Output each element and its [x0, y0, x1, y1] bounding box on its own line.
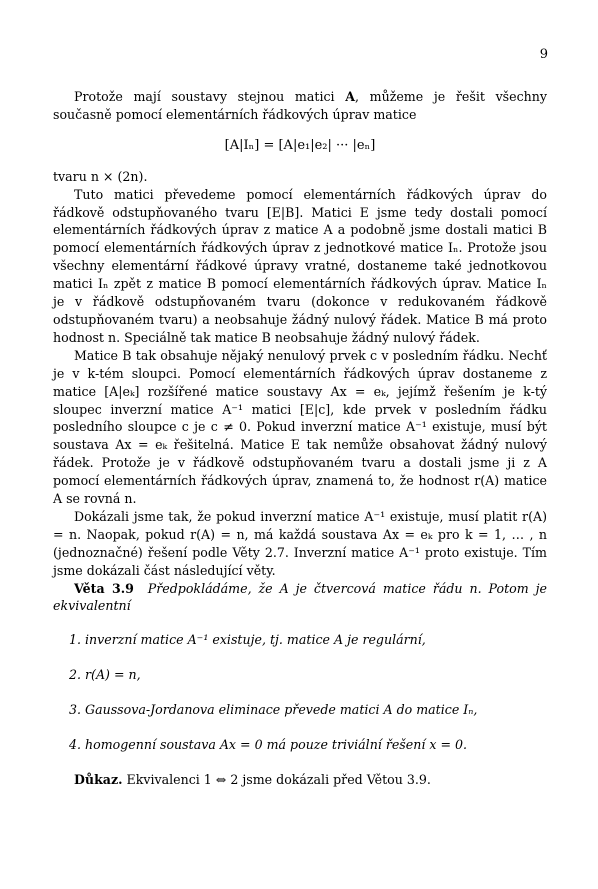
list-item-number: 3.	[69, 702, 82, 718]
tvaru-line: tvaru n × (2n).	[53, 168, 148, 184]
list-item	[69, 736, 547, 754]
list-item-text: Gaussova-Jordanova eliminace převede matici A do matice Iₙ,	[85, 702, 478, 718]
list-item-text: homogenní soustava Ax = 0 má pouze triviální řešení x = 0.	[85, 737, 468, 753]
theorem-list	[53, 631, 547, 754]
text-body	[53, 88, 547, 789]
matrix-symbol: A	[345, 89, 355, 104]
list-item	[69, 631, 547, 649]
proof	[53, 771, 547, 789]
paragraph-1-start: Protože mají soustavy stejnou matici	[74, 89, 346, 104]
theorem-label: Věta 3.9	[74, 580, 134, 596]
list-item-text: inverzní matice A⁻¹ existuje, tj. matice A je regulární,	[85, 632, 426, 648]
list-item-number: 1.	[69, 632, 82, 648]
list-item-number: 4.	[69, 737, 82, 753]
list-item-text: r(A) = n,	[85, 667, 141, 683]
paragraph-4: Dokázali jsme tak, že pokud inverzní matice A⁻¹ existuje, musí platit r(A) = n. Naopak, pokud r(A) = n, má každá soustava Ax = eₖ pro k = 1, … , n (jednoznačné) řešení podle Věty 2.7. Inverzní matice A⁻¹ proto existuje. Tím jsme dokázali část následující věty.	[53, 508, 547, 578]
paragraph-1-end: , můžeme je řešit všechny současně pomocí elementárních řádkových úprav matice	[53, 89, 547, 122]
paragraph-1	[53, 88, 547, 124]
list-item-number: 2.	[69, 667, 82, 683]
list-item	[69, 701, 547, 719]
page-number: 9	[539, 47, 548, 62]
list-item	[69, 666, 547, 684]
paragraph-3: Matice B tak obsahuje nějaký nenulový prvek c v posledním řádku. Nechť je v k-tém sloupci. Pomocí elementárních řádkových úprav dostaneme z matice [A|eₖ] rozšířené matice soustavy Ax = eₖ, jejímž řešením je k-tý sloupec inverzní matice A⁻¹ matici [E|c], kde prvek v posledním řádku posledního sloupce c je c ≠ 0. Pokud inverzní matice A⁻¹ existuje, musí být soustava Ax = eₖ řešitelná. Matice E tak nemůže obsahovat žádný nulový řádek. Protože je v řádkově odstupňovaném tvaru a dostali jsme ji z A pomocí elementárních řádkových úprav, znamená to, že hodnost r(A) matice A se rovná n.	[53, 347, 547, 507]
paragraph-2: Tuto matici převedeme pomocí elementárních řádkových úprav do řádkově odstupňovaného tvaru [E|B]. Matici E jsme tedy dostali pomocí elementárních řádkových úprav z matice A a podobně jsme dostali matici B pomocí elementárních řádkových úprav z jednotkové matice Iₙ. Protože jsou všechny elementární řádkové úpravy vratné, dostaneme také jednotkovou matici Iₙ zpět z matice B pomocí elementárních řádkových úprav. Matice Iₙ je v řádkově odstupňovaném tvaru (dokonce v redukovaném řádkově odstupňovaném tvaru) a neobsahuje žádný nulový řádek. Matice B má proto hodnost n. Speciálně tak matice B neobsahuje žádný nulový řádek.	[53, 186, 547, 345]
display-equation: [A|Iₙ] = [A|e₁|e₂| ··· |eₙ]	[224, 137, 376, 153]
theorem	[53, 580, 547, 616]
proof-text: Ekvivalenci 1 ⇔ 2 jsme dokázali před Větou 3.9.	[126, 772, 431, 788]
proof-label: Důkaz.	[74, 772, 123, 788]
theorem-statement: Předpokládáme, že A je čtvercová matice řádu n. Potom je ekvivalentní	[53, 580, 548, 614]
